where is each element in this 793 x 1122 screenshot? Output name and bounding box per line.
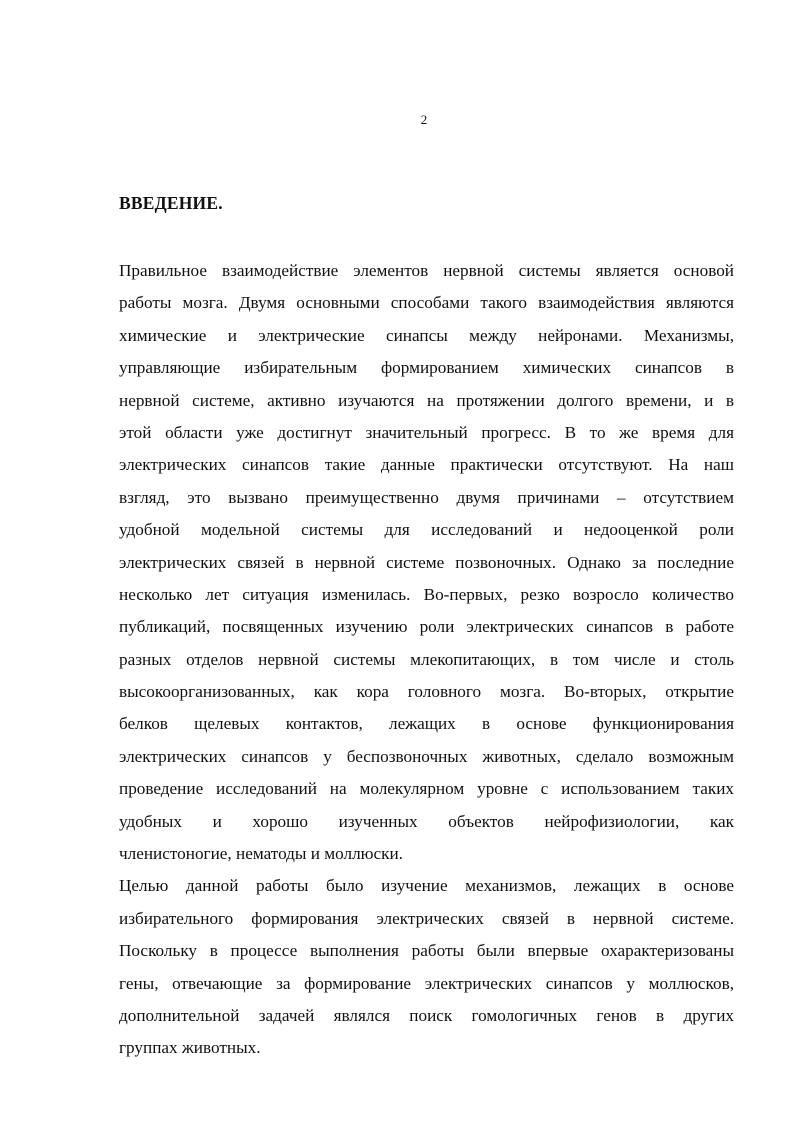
body-text	[119, 255, 734, 1065]
text-line: Правильное взаимодействие элементов нервной системы является основой	[119, 261, 734, 280]
text-line: взгляд, это вызвано преимущественно двумя причинами – отсутствием	[119, 487, 734, 507]
text-line: удобной модельной системы для исследований и недооценкой роли	[119, 520, 734, 540]
text-line: работы мозга. Двумя основными способами такого взаимодействия являются	[119, 293, 734, 313]
text-line: членистоногие, нематоды и моллюски.	[119, 844, 403, 864]
text-line: белков щелевых контактов, лежащих в основе функционирования	[119, 714, 734, 734]
text-line: химические и электрические синапсы между нейронами. Механизмы,	[119, 325, 734, 345]
text-line: высокоорганизованных, как кора головного мозга. Во-вторых, открытие	[119, 682, 734, 702]
text-line: публикаций, посвященных изучению роли электрических синапсов в работе	[119, 617, 734, 637]
text-line: удобных и хорошо изученных объектов нейрофизиологии, как	[119, 811, 734, 831]
text-line: этой области уже достигнут значительный прогресс. В то же время для	[119, 422, 734, 442]
page-number: 2	[420, 112, 428, 127]
text-line: проведение исследований на молекулярном уровне с использованием таких	[119, 779, 734, 799]
text-line: электрических синапсов у беспозвоночных животных, сделало возможным	[119, 746, 734, 766]
text-line: группах животных.	[119, 1038, 261, 1058]
text-line: разных отделов нервной системы млекопитающих, в том числе и столь	[119, 649, 734, 669]
text-line: электрических синапсов такие данные практически отсутствуют. На наш	[119, 455, 734, 475]
text-line: управляющие избирательным формированием химических синапсов в	[119, 358, 734, 378]
text-line: Поскольку в процессе выполнения работы были впервые охарактеризованы	[119, 941, 734, 961]
text-line: дополнительной задачей являлся поиск гомологичных генов в других	[119, 1005, 734, 1025]
text-line: Целью данной работы было изучение механизмов, лежащих в основе	[119, 876, 734, 896]
paragraph-goal	[119, 870, 734, 1064]
text-line: избирательного формирования электрических связей в нервной системе.	[119, 908, 734, 928]
text-line: несколько лет ситуация изменилась. Во-первых, резко возросло количество	[119, 584, 734, 604]
section-heading: ВВЕДЕНИЕ.	[119, 193, 223, 213]
text-line: нервной системе, активно изучаются на протяжении долгого времени, и в	[119, 390, 734, 410]
paragraph-intro	[119, 255, 734, 870]
text-line: электрических связей в нервной системе позвоночных. Однако за последние	[119, 552, 734, 572]
text-line: гены, отвечающие за формирование электрических синапсов у моллюсков,	[119, 973, 734, 993]
